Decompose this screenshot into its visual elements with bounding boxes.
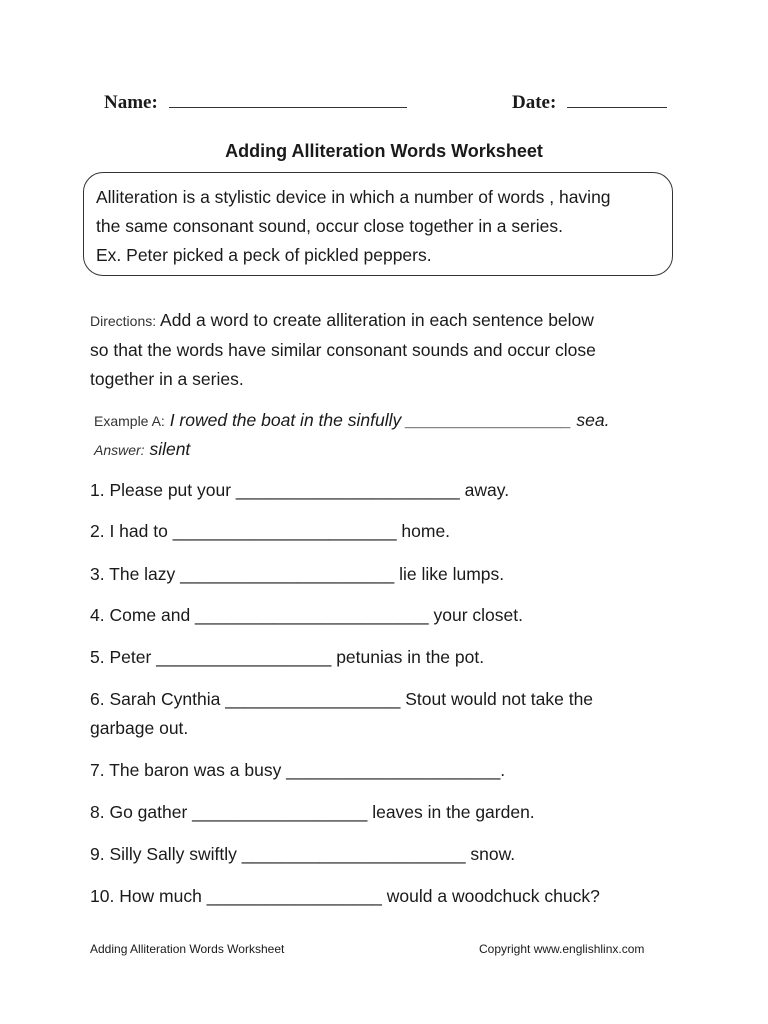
question-9[interactable]: 9. Silly Sally swiftly _______________________ snow. <box>90 844 516 864</box>
page-title: Adding Alliteration Words Worksheet <box>225 141 543 161</box>
directions <box>90 306 700 394</box>
definition-line-1: Alliteration is a stylistic device in which a number of words , having <box>96 187 611 207</box>
directions-text-2: so that the words have similar consonant sounds and occur close <box>90 340 596 360</box>
question-5[interactable]: 5. Peter __________________ petunias in the pot. <box>90 647 485 667</box>
name-field[interactable] <box>104 91 407 114</box>
footer-left: Adding Alliteration Words Worksheet <box>90 942 285 956</box>
definition-line-2: the same consonant sound, occur close together in a series. <box>96 216 563 236</box>
question-4[interactable]: 4. Come and ________________________ your closet. <box>90 605 523 625</box>
date-line[interactable] <box>567 91 667 108</box>
example-sentence-start: I rowed the boat in the sinfully <box>164 410 407 430</box>
example-block <box>94 406 610 464</box>
question-8[interactable]: 8. Go gather __________________ leaves in the garden. <box>90 802 535 822</box>
question-6-continued: garbage out. <box>90 718 189 738</box>
directions-label: Directions: <box>90 313 157 329</box>
example-blank: _________________ <box>406 410 572 430</box>
date-label: Date: <box>512 92 557 113</box>
example-label: Example A: <box>94 413 165 429</box>
example-answer: silent <box>144 439 191 459</box>
name-label: Name: <box>104 92 158 113</box>
answer-label: Answer: <box>94 442 145 458</box>
question-3[interactable]: 3. The lazy ______________________ lie like lumps. <box>90 564 505 584</box>
question-6[interactable]: 6. Sarah Cynthia __________________ Stout would not take the <box>90 689 594 709</box>
directions-text-1: Add a word to create alliteration in each sentence below <box>156 310 594 330</box>
name-line[interactable] <box>169 91 407 108</box>
example-sentence-end: sea. <box>571 410 610 430</box>
question-2[interactable]: 2. I had to _______________________ home. <box>90 521 451 541</box>
question-10[interactable]: 10. How much __________________ would a woodchuck chuck? <box>90 886 600 906</box>
definition-line-3: Ex. Peter picked a peck of pickled peppers. <box>96 245 432 265</box>
question-7[interactable]: 7. The baron was a busy ______________________. <box>90 760 506 780</box>
footer-copyright: Copyright www.englishlinx.com <box>479 942 645 956</box>
definition-box <box>83 172 673 276</box>
question-1[interactable]: 1. Please put your _______________________ away. <box>90 480 510 500</box>
date-field[interactable] <box>512 91 667 114</box>
directions-text-3: together in a series. <box>90 369 244 389</box>
